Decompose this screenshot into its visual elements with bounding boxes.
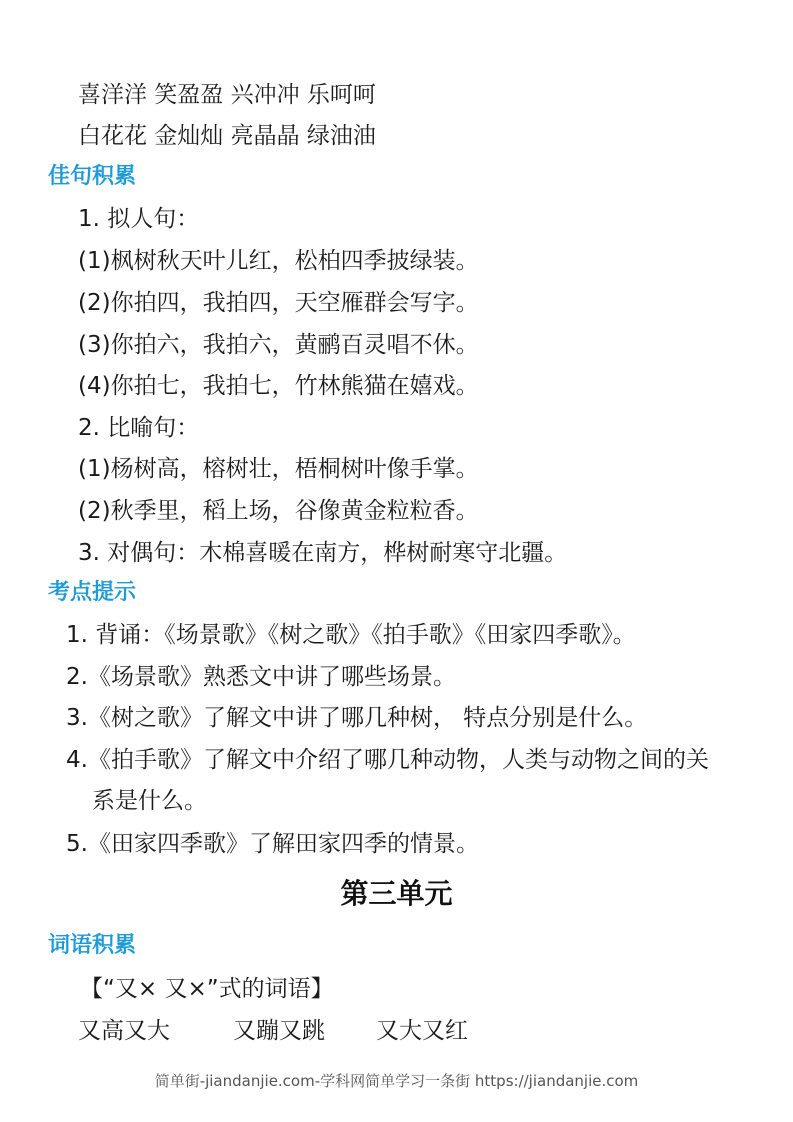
sentence-line: (1)枫树秋天叶儿红，松柏四季披绿装。 xyxy=(78,248,479,274)
vocabulary-word: 又高又大 xyxy=(78,1018,170,1044)
sentence-line: (3)你拍六，我拍六，黄鹂百灵唱不休。 xyxy=(78,332,479,358)
section-heading-sentences: 佳句积累 xyxy=(48,164,137,189)
word-row-2: 白花花 金灿灿 亮晶晶 绿油油 xyxy=(78,123,376,149)
vocabulary-word: 又大又红 xyxy=(376,1018,468,1044)
sentence-line: 1. 拟人句： xyxy=(78,206,200,232)
vocabulary-subheading: 【“又× 又×”式的词语】 xyxy=(80,976,334,1002)
exam-point-line: 1. 背诵：《场景歌》《树之歌》《拍手歌》《田家四季歌》。 xyxy=(66,622,636,648)
unit-title: 第三单元 xyxy=(340,877,453,910)
sentence-line: (2)你拍四，我拍四，天空雁群会写字。 xyxy=(78,290,479,316)
section-heading-exam-points: 考点提示 xyxy=(48,580,137,605)
section-heading-vocabulary: 词语积累 xyxy=(48,933,137,958)
vocabulary-word: 又蹦又跳 xyxy=(233,1018,325,1044)
sentence-line: (2)秋季里，稻上场，谷像黄金粒粒香。 xyxy=(78,498,479,524)
word-row-1: 喜洋洋 笑盈盈 兴冲冲 乐呵呵 xyxy=(78,82,376,108)
sentence-line: 2. 比喻句： xyxy=(78,415,200,441)
exam-point-line: 2.《场景歌》熟悉文中讲了哪些场景。 xyxy=(66,664,456,690)
sentence-line: (1)杨树高，榕树壮，梧桐树叶像手掌。 xyxy=(78,456,479,482)
exam-point-line-continuation: 系是什么。 xyxy=(92,788,207,814)
exam-point-line: 3.《树之歌》了解文中讲了哪几种树， 特点分别是什么。 xyxy=(66,705,648,731)
exam-point-line: 4.《拍手歌》了解文中介绍了哪几种动物，人类与动物之间的关 xyxy=(66,747,709,773)
sentence-line: (4)你拍七，我拍七，竹林熊猫在嬉戏。 xyxy=(78,373,479,399)
exam-point-line: 5.《田家四季歌》了解田家四季的情景。 xyxy=(66,831,479,857)
footer-watermark: 简单街-jiandanjie.com-学科网简单学习一条街 https://jiandanjie.com xyxy=(154,1072,639,1090)
sentence-line: 3. 对偶句：木棉喜暖在南方，桦树耐寒守北疆。 xyxy=(78,540,568,566)
